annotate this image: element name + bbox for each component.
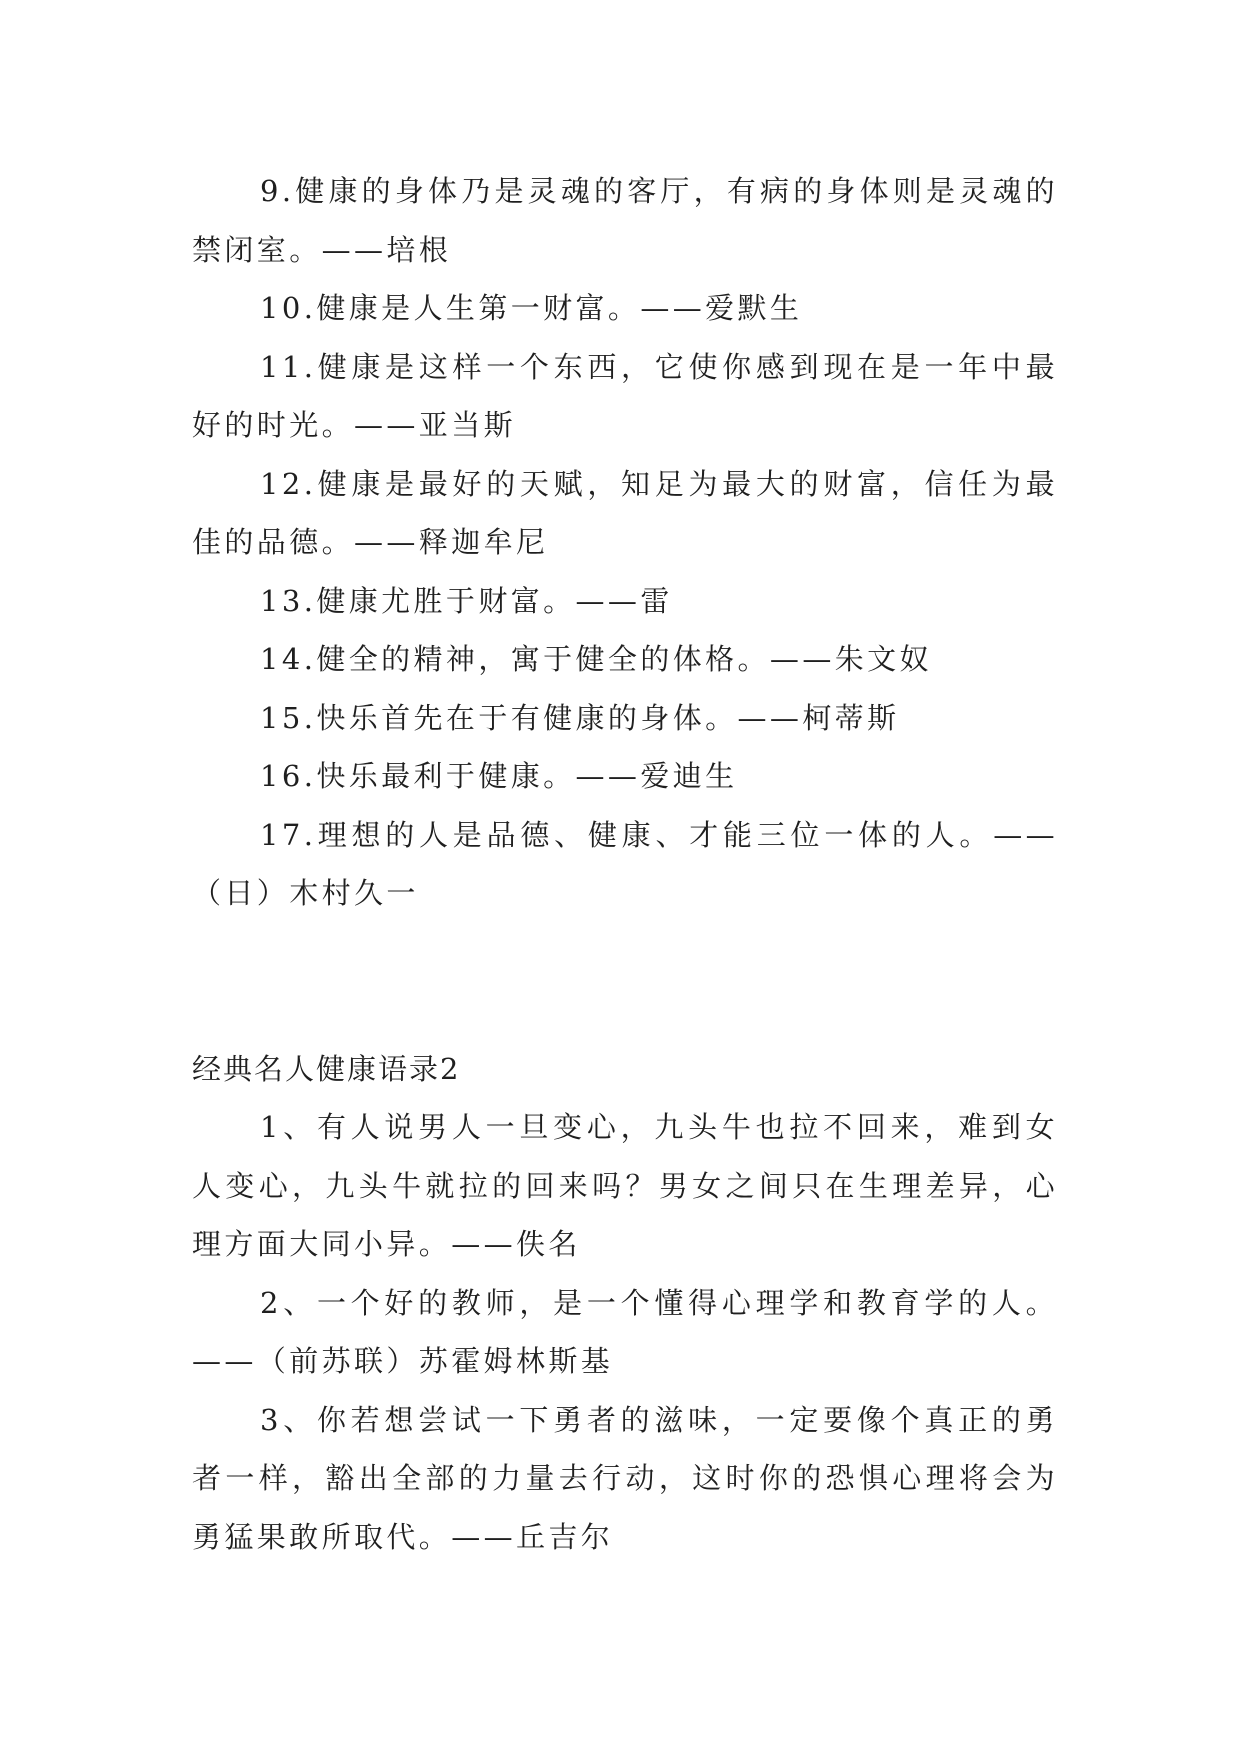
quote-paragraph: 13.健康尤胜于财富。——雷 <box>260 583 673 618</box>
quote-paragraph: 12.健康是最好的天赋，知足为最大的财富，信任为最佳的品德。——释迦牟尼 <box>192 466 1058 559</box>
quote-paragraph: 17.理想的人是品德、健康、才能三位一体的人。——（日）木村久一 <box>192 817 1058 910</box>
quote-paragraph: 14.健全的精神，寓于健全的体格。——朱文奴 <box>260 642 932 676</box>
quote-paragraph: 2、一个好的教师，是一个懂得心理学和教育学的人。——（前苏联）苏霍姆林斯基 <box>192 1285 1058 1378</box>
quote-paragraph: 1、有人说男人一旦变心，九头牛也拉不回来，难到女人变心，九头牛就拉的回来吗？男女之间只在生理差异，心理方面大同小异。——佚名 <box>192 1110 1058 1261</box>
quote-paragraph: 3、你若想尝试一下勇者的滋味，一定要像个真正的勇者一样，豁出全部的力量去行动，这时你的恐惧心理将会为勇猛果敢所取代。——丘吉尔 <box>192 1402 1058 1554</box>
quote-paragraph: 9.健康的身体乃是灵魂的客厅，有病的身体则是灵魂的禁闭室。——培根 <box>192 174 1058 267</box>
section-heading: 经典名人健康语录2 <box>192 1051 461 1086</box>
quote-paragraph: 16.快乐最利于健康。——爱迪生 <box>260 759 738 793</box>
quote-paragraph: 11.健康是这样一个东西，它使你感到现在是一年中最好的时光。——亚当斯 <box>192 349 1058 442</box>
quote-paragraph: 10.健康是人生第一财富。——爱默生 <box>260 291 803 325</box>
document-body <box>192 162 1058 1566</box>
quote-paragraph: 15.快乐首先在于有健康的身体。——柯蒂斯 <box>260 700 900 735</box>
